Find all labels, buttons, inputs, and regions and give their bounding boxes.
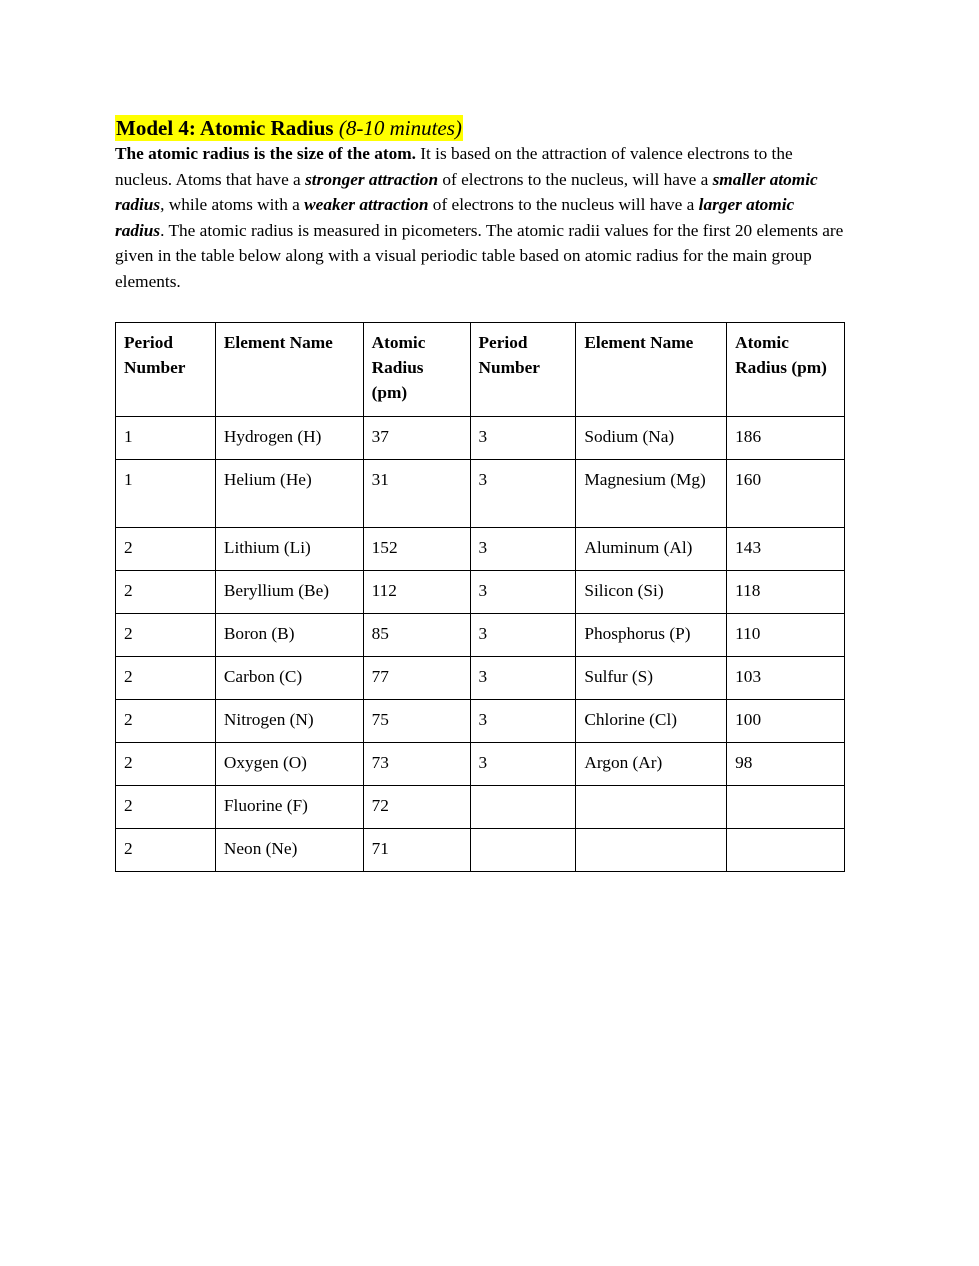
table-cell: 2	[116, 571, 216, 614]
table-cell	[470, 786, 576, 829]
table-cell: 186	[727, 417, 845, 460]
table-cell: 160	[727, 460, 845, 528]
table-cell	[470, 829, 576, 872]
header-element-name: Element Name	[215, 323, 363, 417]
table-row	[116, 460, 845, 528]
table-cell: 152	[363, 528, 470, 571]
table-cell: 1	[116, 417, 216, 460]
intro-text: It is based on the attraction of valence electrons to the nucleus. Atoms that have a	[115, 144, 793, 189]
table-cell: 2	[116, 657, 216, 700]
table-cell: 3	[470, 743, 576, 786]
table-cell: 2	[116, 614, 216, 657]
table-cell: 100	[727, 700, 845, 743]
table-cell: 2	[116, 829, 216, 872]
table-cell: 103	[727, 657, 845, 700]
table-cell: 3	[470, 700, 576, 743]
intro-definition: The atomic radius is the size of the atom.	[115, 144, 416, 163]
intro-text: , while atoms with a	[160, 195, 305, 214]
table-cell: 98	[727, 743, 845, 786]
table-cell: Sulfur (S)	[576, 657, 727, 700]
table-cell: 77	[363, 657, 470, 700]
table-cell: Sodium (Na)	[576, 417, 727, 460]
table-cell	[727, 829, 845, 872]
table-cell: 75	[363, 700, 470, 743]
table-cell	[576, 829, 727, 872]
table-cell: 112	[363, 571, 470, 614]
header-atomic-radius: Atomic Radius (pm)	[363, 323, 470, 417]
table-cell: 2	[116, 743, 216, 786]
table-row	[116, 829, 845, 872]
table-cell: Lithium (Li)	[215, 528, 363, 571]
table-cell: 143	[727, 528, 845, 571]
table-cell: Phosphorus (P)	[576, 614, 727, 657]
table-cell: 1	[116, 460, 216, 528]
table-cell: Oxygen (O)	[215, 743, 363, 786]
document-page	[115, 115, 847, 858]
table-cell: 3	[470, 417, 576, 460]
atomic-radius-table	[115, 322, 845, 872]
table-cell: 2	[116, 786, 216, 829]
header-period-number: Period Number	[116, 323, 216, 417]
table-cell: 3	[470, 614, 576, 657]
table-cell	[727, 786, 845, 829]
table-row	[116, 614, 845, 657]
table-cell: 2	[116, 528, 216, 571]
table-row	[116, 571, 845, 614]
model-heading-duration: (8-10 minutes)	[338, 116, 462, 140]
table-cell: Nitrogen (N)	[215, 700, 363, 743]
table-row	[116, 528, 845, 571]
model-heading-title: Model 4: Atomic Radius	[116, 116, 334, 140]
table-cell: Magnesium (Mg)	[576, 460, 727, 528]
table-cell: Beryllium (Be)	[215, 571, 363, 614]
header-period-number: Period Number	[470, 323, 576, 417]
table-cell: Silicon (Si)	[576, 571, 727, 614]
intro-paragraph	[115, 141, 847, 294]
table-header-row	[116, 323, 845, 417]
model-heading	[115, 115, 463, 141]
table-row	[116, 657, 845, 700]
intro-text: . The atomic radius is measured in picometers. The atomic radii values for the first 20 elements are given in the table below along with a visual periodic table based on atomic radius for the main group elements.	[115, 220, 844, 291]
table-cell: 3	[470, 528, 576, 571]
table-cell: Neon (Ne)	[215, 829, 363, 872]
table-cell: 3	[470, 657, 576, 700]
table-cell: Hydrogen (H)	[215, 417, 363, 460]
intro-emphasis: weaker attraction	[304, 195, 429, 214]
intro-text: of electrons to the nucleus will have a	[428, 195, 699, 214]
table-cell: Helium (He)	[215, 460, 363, 528]
intro-emphasis: smaller atomic radius	[115, 169, 818, 214]
table-cell	[576, 786, 727, 829]
table-cell: Argon (Ar)	[576, 743, 727, 786]
table-cell: Carbon (C)	[215, 657, 363, 700]
table-row	[116, 417, 845, 460]
intro-text: of electrons to the nucleus, will have a	[438, 169, 713, 189]
table-cell: 3	[470, 571, 576, 614]
table-cell: Fluorine (F)	[215, 786, 363, 829]
table-cell: 85	[363, 614, 470, 657]
table-cell: 2	[116, 700, 216, 743]
table-row	[116, 700, 845, 743]
table-cell: Boron (B)	[215, 614, 363, 657]
table-cell: 118	[727, 571, 845, 614]
table-cell: 71	[363, 829, 470, 872]
table-row	[116, 743, 845, 786]
table-cell: 72	[363, 786, 470, 829]
table-cell: Chlorine (Cl)	[576, 700, 727, 743]
table-row	[116, 786, 845, 829]
table-cell: Aluminum (Al)	[576, 528, 727, 571]
header-element-name: Element Name	[576, 323, 727, 417]
table-cell: 3	[470, 460, 576, 528]
intro-emphasis: larger atomic radius	[115, 195, 795, 240]
table-cell: 37	[363, 417, 470, 460]
header-atomic-radius: Atomic Radius (pm)	[727, 323, 845, 417]
intro-emphasis: stronger attraction	[305, 169, 439, 189]
table-cell: 110	[727, 614, 845, 657]
table-cell: 31	[363, 460, 470, 528]
table-cell: 73	[363, 743, 470, 786]
